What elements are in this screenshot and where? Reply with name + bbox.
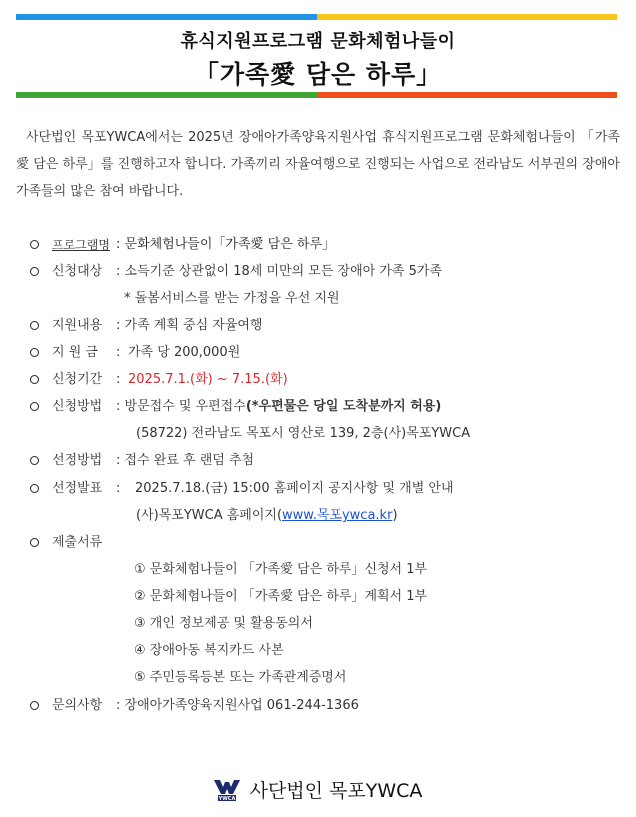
inquiry-label: 문의사항	[52, 698, 103, 713]
period-colon: :	[116, 372, 121, 387]
period-label: 신청기간	[52, 372, 103, 387]
announce-label: 선정발표	[52, 481, 103, 496]
period-value: 2025.7.1.(화) ~ 7.15.(화)	[128, 372, 288, 387]
bullet-icon	[30, 348, 39, 357]
site-prefix: (사)목포YWCA 홈페이지(	[136, 508, 283, 523]
orange-segment	[317, 92, 618, 98]
top-color-bar	[16, 14, 617, 20]
program-label: 프로그램명	[52, 238, 110, 252]
announce-colon: :	[116, 481, 121, 496]
bottom-color-bar	[16, 92, 617, 98]
content-label: 지원내용	[52, 318, 103, 333]
logo-text: YWCA	[218, 795, 235, 801]
program-subtitle: 「가족愛 담은 하루」	[193, 60, 443, 89]
document-item: ③ 개인 정보제공 및 활용동의서	[134, 616, 313, 631]
method-value: : 방문접수 및 우편접수	[116, 399, 246, 414]
homepage-link[interactable]: www.목포ywca.kr	[282, 508, 393, 523]
method-label: 신청방법	[52, 399, 103, 414]
bullet-icon	[30, 484, 39, 493]
content-value: : 가족 계획 중심 자율여행	[116, 318, 263, 333]
site-suffix: )	[392, 508, 398, 523]
bullet-icon	[30, 267, 39, 276]
program-value: : 문화체험나들이「가족愛 담은 하루」	[116, 237, 336, 252]
document-item: ④ 장애아동 복지카드 사본	[134, 643, 284, 658]
bullet-icon	[30, 321, 39, 330]
amount-colon: :	[116, 345, 121, 360]
program-title: 휴식지원프로그램 문화체험나들이	[180, 31, 456, 52]
blue-segment	[16, 14, 317, 20]
ywca-logo-icon	[214, 779, 240, 801]
yellow-segment	[317, 14, 618, 20]
bullet-icon	[30, 538, 39, 547]
footer	[0, 776, 636, 803]
green-segment	[16, 92, 317, 98]
bullet-icon	[30, 402, 39, 411]
target-note: * 돌봄서비스를 받는 가정을 우선 지원	[124, 291, 340, 306]
org-name: 사단법인 목포YWCA	[249, 780, 423, 802]
announce-value: 2025.7.18.(금) 15:00 홈페이지 공지사항 및 개별 안내	[135, 481, 454, 496]
announce-site	[136, 507, 398, 525]
bullet-icon	[30, 456, 39, 465]
selection-value: : 접수 완료 후 랜덤 추첨	[116, 453, 255, 468]
inquiry-value: : 장애아가족양육지원사업 061-244-1366	[116, 698, 359, 713]
amount-value: 가족 당 200,000원	[128, 345, 241, 360]
document-item: ⑤ 주민등록등본 또는 가족관계증명서	[134, 670, 347, 685]
bullet-icon	[30, 375, 39, 384]
bullet-icon	[30, 240, 39, 249]
amount-label: 지 원 금	[52, 345, 98, 360]
document-item: ② 문화체험나들이 「가족愛 담은 하루」계획서 1부	[134, 589, 428, 604]
selection-label: 선정방법	[52, 453, 103, 468]
bullet-icon	[30, 701, 39, 710]
documents-label: 제출서류	[52, 535, 103, 550]
method-note: (*우편물은 당일 도착분까지 허용)	[245, 399, 442, 414]
method-address: (58722) 전라남도 목포시 영산로 139, 2층(사)목포YWCA	[136, 426, 471, 441]
document-item: ① 문화체험나들이 「가족愛 담은 하루」신청서 1부	[134, 562, 428, 577]
target-label: 신청대상	[52, 264, 103, 279]
target-value: : 소득기준 상관없이 18세 미만의 모든 장애아 가족 5가족	[116, 264, 442, 279]
intro-paragraph: 사단법인 목포YWCA에서는 2025년 장애아가족양육지원사업 휴식지원프로그램 문화체험나들이 「가족愛 담은 하루」를 진행하고자 합니다. 가족끼리 자율여행으로 진행되는 사업으로 전라남도 서부권의 장애아 가족들의 많은 참여 바랍니다.	[16, 130, 620, 199]
